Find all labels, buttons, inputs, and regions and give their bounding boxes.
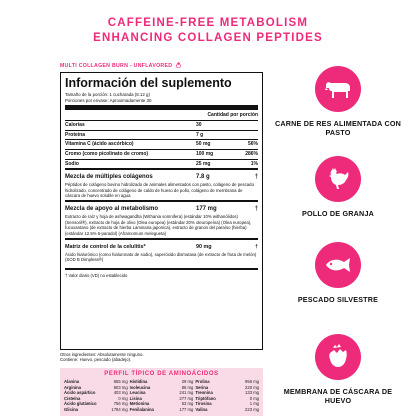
amino-value: 53 mg: [181, 401, 194, 407]
amino-value: 86 mg: [181, 384, 194, 390]
blend-ingredients: Péptidos de colágeno bovino hidrolizado de animales alimentados con pasto, colágeno de pescado hidrolizado, concentrado de colágeno de caldo de hueso de pollo, colágeno de membrana de cáscara de huevo soluble en agua: [65, 182, 254, 198]
nutrient-row: [65, 139, 258, 149]
amino-name: Triptófano: [195, 395, 216, 401]
feature-circle: [315, 66, 361, 112]
product-tag: [60, 62, 181, 69]
amino-row: [195, 407, 259, 413]
amino-name: Lisina: [129, 395, 142, 401]
amino-value: 655 mg: [113, 379, 128, 384]
feature-free-range-chicken: [270, 156, 406, 218]
nutrient-amount: 7 g: [196, 131, 204, 138]
amino-name: Valina: [195, 406, 208, 412]
amino-row: [64, 407, 128, 413]
nutrient-dv: 286%: [245, 150, 258, 157]
serving-info: [65, 92, 258, 103]
amino-name: Arginina: [64, 384, 81, 390]
other-ingredients: [60, 352, 270, 363]
amino-value: 220 mg: [245, 384, 260, 390]
feature-circle: [315, 156, 361, 202]
amino-row: [130, 407, 194, 413]
amino-name: Alanina: [64, 379, 80, 384]
amino-name: Cisteína: [64, 395, 81, 401]
nutrient-name: Proteína: [65, 131, 86, 138]
cow-icon: [323, 78, 353, 100]
feature-label: MEMBRANA DE CÁSCARA DE HUEVO: [283, 387, 393, 405]
blend-ingredients: Ácido hialurónico (como hialuronato de sodio), superóxido dismutasa (de extracto de fruta de melón) (SOD B Dimpless®): [65, 252, 257, 263]
blend-amount: 90 mg: [196, 244, 212, 250]
amino-value: 603 mg: [113, 384, 128, 390]
nutrient-name: Cromo (como picolinato de cromo): [65, 150, 149, 157]
feature-label: PESCADO SILVESTRE: [297, 295, 379, 304]
serving-size: Tamaño de la porción: 1 cucharada (8.12 g): [65, 92, 150, 97]
blend-header: [65, 243, 258, 251]
blend-amount: 7.8 g: [196, 174, 210, 181]
amino-heading: PERFIL TÍPICO DE AMINOÁCIDOS: [104, 371, 219, 377]
nutrient-dv: [234, 121, 258, 130]
nutrient-amount: 50 mg: [196, 141, 211, 148]
amino-name: Metionina: [129, 401, 150, 407]
nutrient-amount: 30: [196, 122, 202, 129]
amino-value: 29 mg: [181, 379, 194, 384]
nutrient-dv: 1%: [250, 160, 258, 167]
amino-name: Fenilalanina: [129, 406, 154, 412]
blend-multi-collagen: [65, 168, 258, 200]
blend-metabolism: [65, 200, 258, 238]
feature-label: POLLO DE GRANJA: [301, 209, 375, 218]
contains-text: Contiene: Huevo, pescado (abadejo).: [60, 357, 132, 363]
amino-value: 241 mg: [179, 390, 194, 396]
supplement-facts-panel: [60, 72, 263, 350]
feature-wild-fish: [270, 242, 406, 304]
amount-header: Cantidad por porción: [207, 112, 258, 119]
nutrient-row: [65, 149, 258, 159]
page-title: [0, 16, 416, 46]
feature-circle: [315, 334, 361, 380]
amino-value: 223 mg: [245, 406, 260, 412]
amino-value: 756 mg: [113, 401, 128, 407]
nutrient-row: [65, 130, 258, 140]
cracked-egg-icon: [326, 344, 350, 370]
blend-header: [65, 205, 258, 213]
nutrient-dv: [234, 131, 258, 140]
title-line-1: CAFFEINE-FREE METABOLISM: [107, 17, 309, 29]
amino-name: Histidina: [129, 379, 148, 384]
amino-name: Tirosina: [195, 401, 212, 407]
servings-per-container: Porciones por envase: Aproximadamente 30: [65, 97, 152, 103]
amino-name: Ácido aspártico: [64, 390, 96, 396]
nutrient-amount: 100 mg: [196, 150, 214, 157]
amino-name: Prolina: [195, 379, 210, 384]
nutrient-name: Vitamina C (ácido ascórbico): [65, 141, 134, 148]
feature-label: CARNE DE RES ALIMENTADA CON PASTO: [274, 119, 402, 137]
amino-columns: [60, 377, 263, 413]
amino-acid-profile: [60, 368, 263, 416]
blend-cellulite: [65, 238, 258, 265]
amino-value: 1784 mg: [111, 406, 128, 412]
amino-name: Ácido glutámico: [64, 401, 97, 407]
amino-value: 956 mg: [245, 379, 260, 384]
amino-name: Leucina: [129, 390, 146, 396]
nutrient-amount: 25 mg: [196, 160, 211, 167]
blend-amount: 177 mg: [196, 206, 217, 213]
other-ingredients-text: Otros ingredientes: Absolutamente ninguno.: [60, 352, 144, 357]
blend-name: Mezcla de apoyo al metabolismo: [65, 206, 159, 213]
nutrient-name: Sodio: [65, 160, 79, 167]
feature-grass-fed-beef: [270, 66, 406, 137]
feature-eggshell-membrane: [270, 334, 406, 405]
chicken-icon: [325, 166, 351, 192]
blend-dv: †: [255, 244, 258, 250]
amino-value: 0 mg: [118, 395, 128, 401]
amino-column: [130, 379, 194, 413]
amino-value: 0 mg: [249, 395, 260, 401]
amino-value: 277 mg: [179, 395, 194, 401]
amino-column: [64, 379, 128, 413]
blend-ingredients: Extracto de raíz y hoja de ashwagandha (Withania somnifera) (estándar 10% withanólidos) (Sensoril®), extracto de hoja de olivo (Olea europea) (estándar 20% oleuropeína) (Olea europea), fucoxantano (de extracto de hierba Laminaria japonica), extracto de granos del paraíso (hierba) (estándar 12.5% 6-paradol) (Aframomum melegueta): [65, 214, 252, 236]
nutrient-dv: 56%: [247, 141, 258, 148]
amino-value: 177 mg: [179, 406, 194, 412]
flame-icon: [176, 62, 181, 68]
blend-name: Mezcla de múltiples colágenos: [65, 174, 153, 181]
fish-icon: [323, 255, 353, 275]
dv-footnote: † Valor diario (VD) no establecido: [65, 268, 258, 278]
amino-value: 403 mg: [113, 390, 128, 396]
blend-dv: †: [254, 174, 258, 181]
blend-dv: †: [254, 206, 258, 213]
blend-header: [65, 173, 258, 181]
nutrient-row: [65, 120, 258, 130]
amino-name: Isoleucina: [129, 384, 151, 390]
amino-value: 1 mg: [249, 401, 260, 407]
feature-circle: [315, 242, 361, 288]
nutrient-row: [65, 159, 258, 169]
amino-column: [195, 379, 259, 413]
amino-name: Treonina: [195, 390, 213, 396]
product-tag-text: MULTI COLLAGEN BURN - UNFLAVORED: [60, 63, 173, 69]
amino-name: Glicina: [64, 406, 78, 412]
title-line-2: ENHANCING COLLAGEN PEPTIDES: [93, 32, 323, 44]
facts-heading: Información del suplemento: [65, 76, 232, 90]
amino-value: 133 mg: [245, 390, 260, 396]
nutrient-name: Calorías: [65, 122, 85, 129]
amino-name: Serina: [195, 384, 209, 390]
blend-name: Matriz de control de la celulitis*: [65, 244, 146, 250]
